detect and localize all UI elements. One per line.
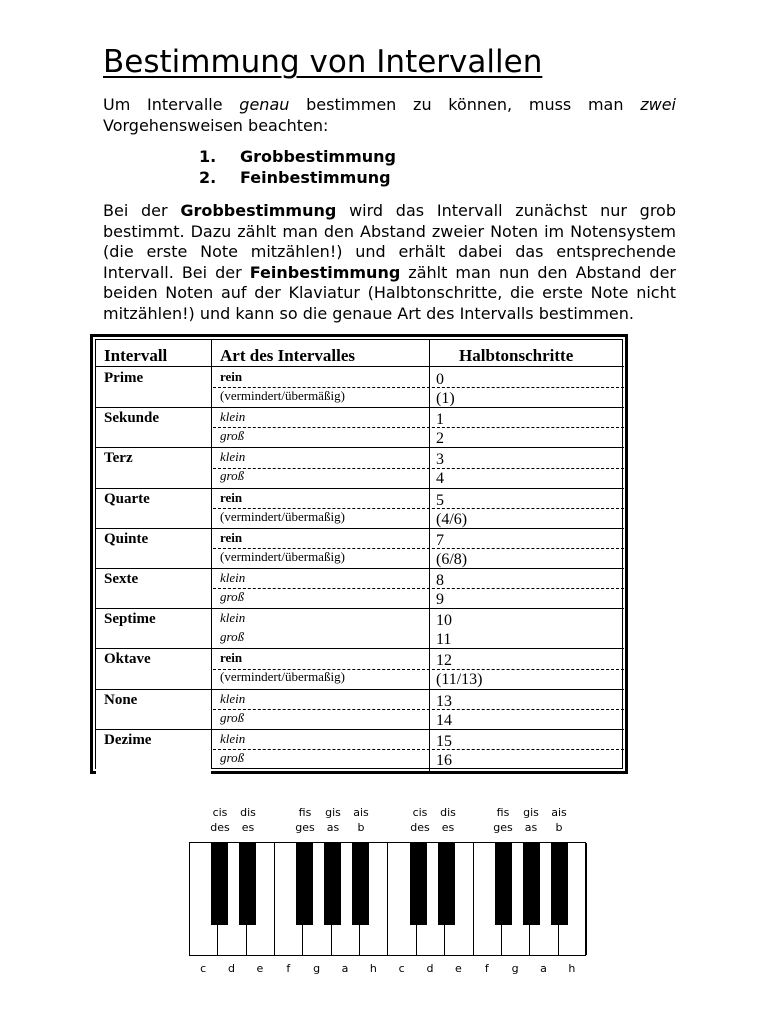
halftones-alt: 9: [436, 591, 444, 608]
halftones: 5: [436, 491, 444, 509]
interval-name: Prime: [104, 370, 144, 386]
interval-type-alt: groß: [220, 749, 245, 765]
flat-label: des: [410, 821, 430, 834]
halftones-alt: (1): [436, 390, 455, 407]
interval-name: Dezime: [104, 731, 152, 748]
row-subdivider: [213, 749, 624, 750]
row-divider: [96, 488, 624, 489]
row-subdivider: [213, 427, 624, 428]
halftones-alt: 2: [436, 430, 444, 448]
halftones-alt: 14: [436, 711, 452, 729]
interval-type-alt: groß: [220, 589, 245, 604]
interval-name: Septime: [104, 611, 156, 628]
black-key: [438, 843, 455, 925]
interval-type-alt: (vermindert/übermäßig): [220, 388, 345, 403]
white-key-label: h: [369, 962, 377, 975]
interval-type-alt: (vermindert/übermaßig): [220, 669, 345, 685]
row-subdivider: [213, 548, 624, 549]
explanation-paragraph: Bei der Grobbestimmung wird das Intervall zunächst nur grob bestimmt. Dazu zählt man den Abstand zweier Noten im Notensystem (die erste Note mitzählen!) und erhält dabei das entsprechende Intervall. Bei der Feinbestimmung zählt man nun den Abstand der beiden Noten auf der Klaviatur (Halbtonschritte, die erste Note nicht mitzählen!) und kann so die genaue Art des Intervalls bestimmen.: [103, 201, 677, 323]
header-intervall: Intervall: [104, 346, 168, 365]
white-key-label: a: [341, 962, 349, 975]
interval-type: rein: [220, 369, 243, 384]
row-subdivider: [213, 709, 624, 710]
interval-type: klein: [220, 690, 246, 706]
page-title: Bestimmung von Intervallen: [103, 44, 543, 80]
sharp-label: fis: [496, 806, 510, 819]
row-divider: [96, 568, 624, 569]
sharp-label: cis: [212, 806, 228, 819]
table-notch: [96, 768, 211, 780]
halftones: 3: [436, 451, 444, 469]
black-key: [324, 843, 341, 925]
header-divider: [96, 366, 624, 367]
sharp-label: fis: [298, 806, 312, 819]
row-divider: [96, 608, 624, 609]
flat-label: ges: [295, 821, 315, 834]
black-key: [410, 843, 427, 925]
black-key: [296, 843, 313, 925]
row-divider: [96, 648, 624, 649]
halftones: 13: [436, 692, 452, 710]
interval-type: rein: [220, 650, 243, 666]
halftones: 0: [436, 371, 444, 388]
flat-label: ges: [493, 821, 513, 834]
halftones: 12: [436, 652, 452, 670]
halftones-alt: (11/13): [436, 671, 483, 689]
sharp-label: cis: [412, 806, 428, 819]
white-key-label: e: [256, 962, 264, 975]
header-halbtonschritte: Halbtonschritte: [459, 346, 574, 365]
interval-name: Sexte: [104, 571, 139, 587]
halftones: 7: [436, 531, 444, 549]
halftones-alt: 4: [436, 470, 444, 488]
halftones-alt: (6/8): [436, 550, 468, 568]
steps-list: [199, 147, 396, 188]
white-key-label: c: [398, 962, 405, 975]
interval-name: Quarte: [104, 490, 150, 507]
interval-type: klein: [220, 610, 246, 626]
halftones: 10: [436, 612, 452, 630]
row-subdivider: [213, 508, 624, 509]
interval-type: rein: [220, 529, 243, 545]
interval-type: klein: [220, 570, 246, 585]
black-key: [495, 843, 512, 925]
piano-keyboard: [189, 842, 586, 956]
halftones-alt: 16: [436, 751, 452, 769]
black-key: [523, 843, 540, 925]
interval-type-alt: groß: [220, 629, 245, 645]
interval-name: None: [104, 691, 138, 708]
black-key: [352, 843, 369, 925]
row-subdivider: [213, 468, 624, 469]
row-subdivider: [213, 387, 624, 388]
interval-type-alt: (vermindert/übermaßig): [220, 508, 345, 524]
flat-label: b: [555, 821, 563, 834]
row-divider: [96, 407, 624, 408]
interval-name: Sekunde: [104, 410, 160, 427]
sharp-label: gis: [523, 806, 539, 819]
black-key: [239, 843, 256, 925]
column-divider: [211, 340, 212, 768]
sharp-label: gis: [325, 806, 341, 819]
halftones: 1: [436, 411, 444, 429]
row-subdivider: [213, 588, 624, 589]
list-item: 1. Grobbestimmung: [199, 147, 397, 166]
flat-label: as: [524, 821, 538, 834]
sharp-label: dis: [240, 806, 256, 819]
interval-name: Terz: [104, 450, 133, 467]
interval-type: klein: [220, 449, 246, 465]
white-key-label: e: [455, 962, 462, 975]
interval-table-body: [95, 339, 623, 769]
interval-type-alt: groß: [220, 709, 245, 725]
halftones-alt: (4/6): [436, 510, 468, 528]
white-key-label: h: [568, 962, 576, 975]
white-key-label: g: [313, 962, 321, 975]
flat-label: b: [357, 821, 365, 834]
row-subdivider: [213, 669, 624, 670]
interval-table: [90, 334, 628, 774]
interval-type: klein: [220, 730, 246, 746]
header-art: Art des Intervalles: [220, 346, 356, 365]
interval-type-alt: groß: [220, 468, 245, 484]
sharp-label: dis: [440, 806, 456, 819]
white-key-label: c: [200, 962, 207, 975]
interval-name: Oktave: [104, 651, 151, 668]
list-item: 2. Feinbestimmung: [199, 167, 391, 187]
white-key-label: d: [228, 962, 236, 975]
white-key-label: a: [540, 962, 547, 975]
halftones: 15: [436, 732, 452, 750]
flat-label: es: [441, 821, 455, 834]
white-key-label: g: [511, 962, 519, 975]
halftones-alt: 11: [436, 631, 452, 649]
flat-label: des: [210, 821, 230, 834]
row-divider: [96, 447, 624, 448]
interval-name: Quinte: [104, 530, 149, 547]
row-divider: [96, 528, 624, 529]
sharp-label: ais: [551, 806, 567, 819]
black-key: [211, 843, 228, 925]
flat-label: as: [326, 821, 340, 834]
interval-type-alt: groß: [220, 428, 245, 444]
interval-type: rein: [220, 489, 243, 505]
sharp-label: ais: [353, 806, 369, 819]
interval-type-alt: (vermindert/übermaßig): [220, 548, 345, 564]
white-key-label: f: [286, 962, 291, 975]
black-key: [551, 843, 568, 925]
flat-label: es: [241, 821, 255, 834]
white-key-label: f: [484, 962, 489, 975]
row-divider: [96, 689, 624, 690]
white-key-label: d: [426, 962, 434, 975]
interval-type: klein: [220, 409, 246, 425]
row-divider: [96, 729, 624, 730]
halftones: 8: [436, 572, 444, 589]
intro-paragraph: Um Intervalle genau bestimmen zu können, muss man zwei Vorgehensweisen beachten:: [103, 95, 676, 135]
column-divider: [429, 340, 430, 772]
